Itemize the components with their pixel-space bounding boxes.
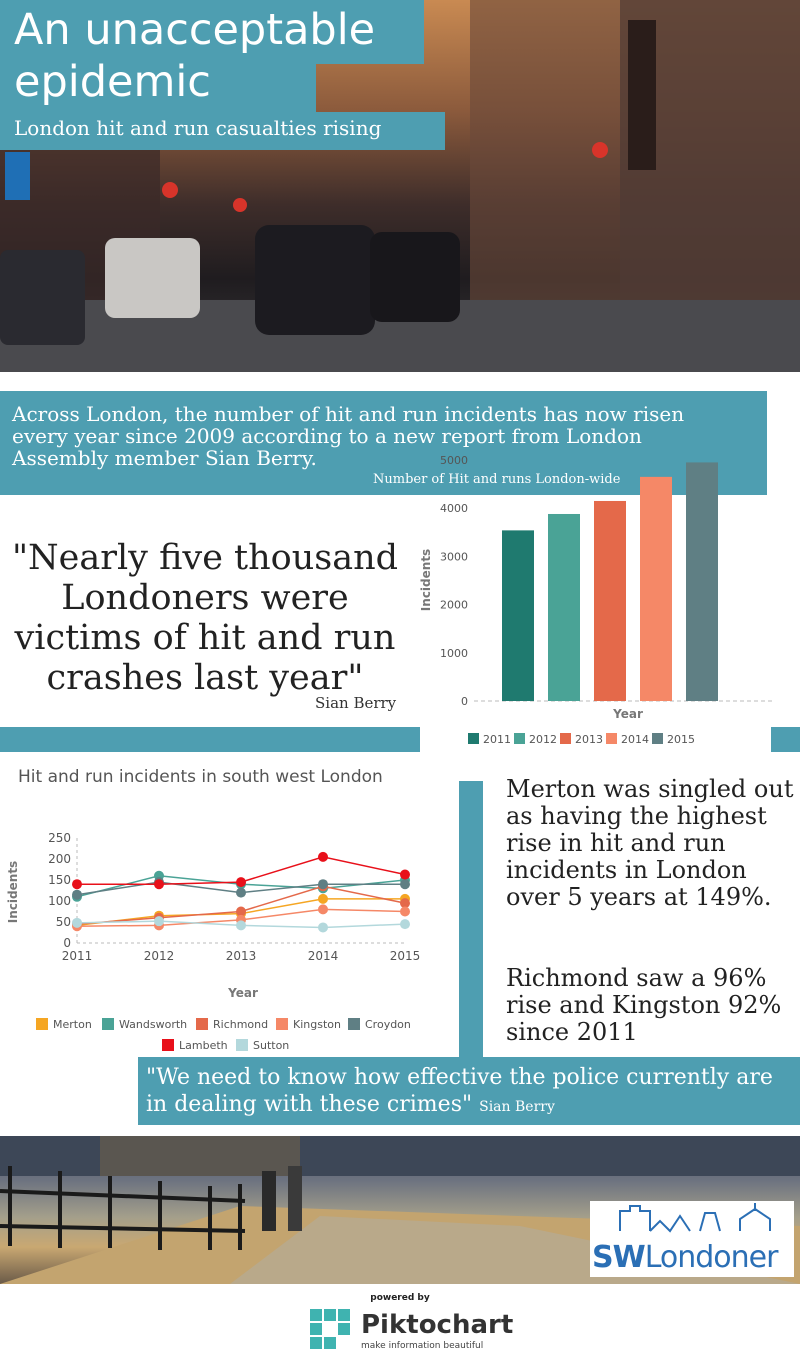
- page-title: An unacceptable epidemic: [14, 5, 376, 107]
- line-legend-swatch: [196, 1018, 208, 1030]
- point-lambeth[interactable]: [72, 879, 82, 889]
- point-croydon[interactable]: [236, 888, 246, 898]
- bar-y-tick: 0: [461, 695, 468, 708]
- bar-legend-swatch: [652, 733, 663, 744]
- point-croydon[interactable]: [72, 890, 82, 900]
- richmond-fact-text: Richmond saw a 96% rise and Kingston 92% since 2011: [506, 964, 782, 1046]
- section-divider-left: [0, 727, 420, 752]
- line-chart-title: Hit and run incidents in south west London: [18, 767, 383, 787]
- bar-legend-label: 2012: [529, 733, 557, 746]
- line-x-label: Year: [228, 986, 258, 1000]
- pull-quote: "Nearly five thousand Londoners were victims of hit and run crashes last year": [11, 538, 399, 698]
- point-merton[interactable]: [318, 894, 328, 904]
- logo-sw: SW: [592, 1240, 645, 1275]
- point-lambeth[interactable]: [154, 879, 164, 889]
- bar-legend-swatch: [468, 733, 479, 744]
- bar-y-tick: 2000: [440, 598, 468, 612]
- logo-londoner: Londoner: [644, 1240, 778, 1275]
- bar-2014[interactable]: [640, 477, 672, 701]
- bar-legend-label: 2015: [667, 733, 695, 746]
- bar-y-tick: 5000: [440, 454, 468, 467]
- bar-x-label: Year: [613, 707, 643, 721]
- line-x-tick: 2013: [225, 949, 257, 963]
- piktochart-brand[interactable]: Piktochart: [361, 1310, 514, 1340]
- line-legend-label: Sutton: [253, 1039, 290, 1052]
- line-y-tick: 150: [48, 873, 71, 887]
- bar-chart-title: Number of Hit and runs London-wide: [373, 472, 621, 487]
- line-legend-label: Richmond: [213, 1018, 269, 1031]
- point-kingston[interactable]: [400, 907, 410, 917]
- police-quote-author: Sian Berry: [479, 1099, 555, 1115]
- line-legend-swatch: [102, 1018, 114, 1030]
- line-x-tick: 2012: [143, 949, 175, 963]
- bar-2012[interactable]: [548, 514, 580, 701]
- bar-chart: [410, 440, 800, 760]
- pull-quote-author: Sian Berry: [315, 694, 397, 712]
- point-sutton[interactable]: [236, 920, 246, 930]
- bar-legend-label: 2011: [483, 733, 511, 746]
- bar-legend-label: 2013: [575, 733, 603, 746]
- bar-2013[interactable]: [594, 501, 626, 701]
- point-sutton[interactable]: [400, 919, 410, 929]
- piktochart-icon[interactable]: [310, 1309, 354, 1353]
- line-chart: [0, 820, 450, 1060]
- point-lambeth[interactable]: [400, 870, 410, 880]
- bar-2011[interactable]: [502, 530, 534, 701]
- line-x-tick: 2014: [307, 949, 339, 963]
- swlondoner-logo-text: [592, 1240, 777, 1275]
- bar-legend-swatch: [560, 733, 571, 744]
- line-legend-swatch: [236, 1039, 248, 1051]
- intro-text: Across London, the number of hit and run incidents has now risen every year since 2009 according to a new report from London Assembly member Sian Berry.: [12, 402, 685, 470]
- line-legend-label: Croydon: [365, 1018, 411, 1031]
- point-sutton[interactable]: [72, 918, 82, 928]
- point-croydon[interactable]: [400, 879, 410, 889]
- bar-legend-label: 2014: [621, 733, 649, 746]
- point-lambeth[interactable]: [318, 852, 328, 862]
- point-lambeth[interactable]: [236, 877, 246, 887]
- line-y-tick: 100: [48, 894, 71, 908]
- merton-fact-text: Merton was singled out as having the highest rise in hit and run incidents in London over 5 years at 149%.: [506, 775, 794, 911]
- line-legend-label: Merton: [53, 1018, 92, 1031]
- bar-y-tick: 3000: [440, 550, 468, 564]
- section-divider-right: [771, 727, 800, 752]
- line-legend-swatch: [276, 1018, 288, 1030]
- vertical-accent-bar: [459, 781, 483, 1061]
- line-legend-swatch: [348, 1018, 360, 1030]
- point-kingston[interactable]: [318, 904, 328, 914]
- line-legend-label: Kingston: [293, 1018, 341, 1031]
- police-quote-text: "We need to know how effective the police currently are in dealing with these crimes": [146, 1065, 773, 1117]
- point-sutton[interactable]: [154, 916, 164, 926]
- line-y-tick: 250: [48, 831, 71, 845]
- line-legend-label: Lambeth: [179, 1039, 228, 1052]
- line-legend-swatch: [162, 1039, 174, 1051]
- line-x-tick: 2015: [389, 949, 421, 963]
- bar-y-tick: 4000: [440, 502, 468, 516]
- line-y-tick: 0: [63, 936, 71, 950]
- point-sutton[interactable]: [318, 922, 328, 932]
- line-legend-swatch: [36, 1018, 48, 1030]
- line-legend-label: Wandsworth: [119, 1018, 188, 1031]
- bar-y-label: Incidents: [419, 548, 433, 612]
- line-y-tick: 50: [55, 915, 71, 929]
- police-quote: [146, 1064, 796, 1121]
- line-y-label: Incidents: [6, 860, 20, 924]
- line-y-tick: 200: [48, 852, 71, 866]
- point-croydon[interactable]: [318, 879, 328, 889]
- bar-2015[interactable]: [686, 462, 718, 701]
- bar-legend-swatch: [514, 733, 525, 744]
- page-subtitle: London hit and run casualties rising: [14, 116, 382, 140]
- bar-legend-swatch: [606, 733, 617, 744]
- powered-by-label: powered by: [370, 1293, 430, 1303]
- line-x-tick: 2011: [61, 949, 93, 963]
- bar-y-tick: 1000: [440, 646, 468, 660]
- piktochart-tagline: make information beautiful: [361, 1341, 484, 1351]
